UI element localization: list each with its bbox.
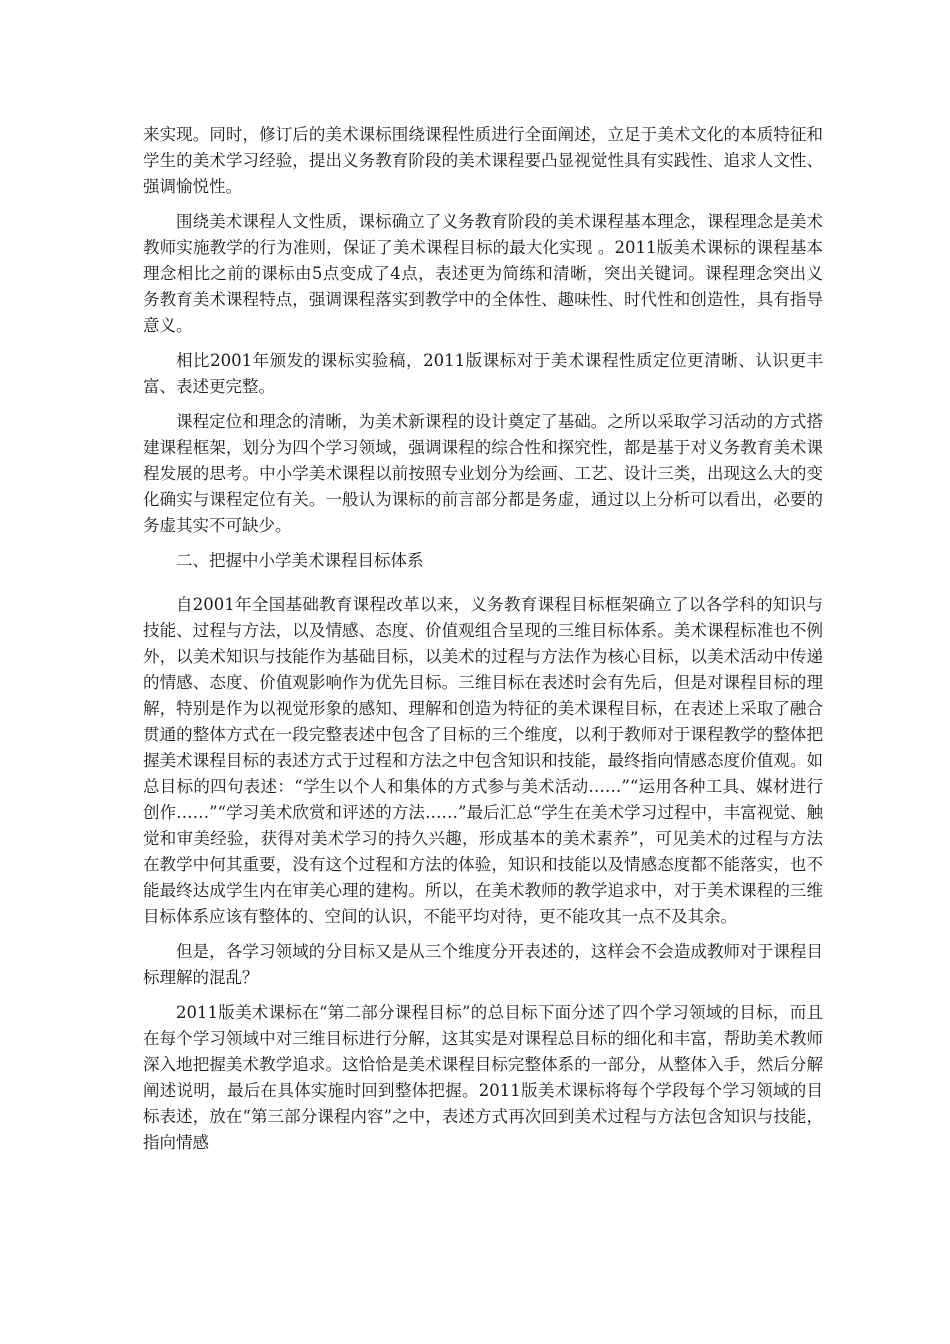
paragraph-2: 围绕美术课程人文性质，课标确立了义务教育阶段的美术课程基本理念，课程理念是美术教师实施教学的行为准则，保证了美术课程目标的最大化实现 。2011版美术课标的课程基本理念相比之前的课标由5点变成了4点，表述更为简练和清晰，突出关键词。课程理念突出义务教育美术课程特点，强调课程落实到教学中的全体性、趣味性、时代性和创造性，具有指导意义。 bbox=[143, 212, 823, 335]
paragraph-3: 相比2001年颁发的课标实验稿，2011版课标对于美术课程性质定位更清晰、认识更丰富、表述更完整。 bbox=[143, 351, 823, 396]
document-body bbox=[143, 122, 823, 1165]
paragraph-6: 但是，各学习领域的分目标又是从三个维度分开表述的，这样会不会造成教师对于课程目标理解的混乱？ bbox=[143, 942, 823, 987]
paragraph-7: 2011版美术课标在“第二部分课程目标”的总目标下面分述了四个学习领域的目标，而且在每个学习领域中对三维目标进行分解，这其实是对课程总目标的细化和丰富，帮助美术教师深入地把握美术教学追求。这恰恰是美术课程目标完整体系的一部分，从整体入手，然后分解阐述说明，最后在具体实施时回到整体把握。2011版美术课标将每个学段每个学习领域的目标表述，放在“第三部分课程内容”之中，表述方式再次回到美术过程与方法包含知识与技能，指向情感 bbox=[143, 1003, 823, 1152]
paragraph-1: 来实现。同时，修订后的美术课标围绕课程性质进行全面阐述，立足于美术文化的本质特征和学生的美术学习经验，提出义务教育阶段的美术课程要凸显视觉性具有实践性、追求人文性、强调愉悦性。 bbox=[143, 125, 823, 196]
paragraph-5: 自2001年全国基础教育课程改革以来，义务教育课程目标框架确立了以各学科的知识与技能、过程与方法，以及情感、态度、价值观组合呈现的三维目标体系。美术课程标准也不例外，以美术知识与技能作为基础目标，以美术的过程与方法作为核心目标，以美术活动中传递的情感、态度、价值观影响作为优先目标。三维目标在表述时会有先后，但是对课程目标的理解，特别是作为以视觉形象的感知、理解和创造为特征的美术课程目标，在表述上采取了融合贯通的整体方式在一段完整表述中包含了目标的三个维度，以利于教师对于课程教学的整体把握美术课程目标的表述方式于过程和方法之中包含知识和技能，最终指向情感态度价值观。如总目标的四句表述：“学生以个人和集体的方式参与美术活动……”“运用各种工具、媒材进行创作……”“学习美术欣赏和评述的方法……”最后汇总“学生在美术学习过程中，丰富视觉、触觉和审美经验，获得对美术学习的持久兴趣，形成基本的美术素养”，可见美术的过程与方法在教学中何其重要，没有这个过程和方法的体验，知识和技能以及情感态度都不能落实，也不能最终达成学生内在审美心理的建构。所以，在美术教师的教学追求中，对于美术课程的三维目标体系应该有整体的、空间的认识，不能平均对待，更不能攻其一点不及其余。 bbox=[143, 595, 823, 926]
section-heading: 二、把握中小学美术课程目标体系 bbox=[176, 551, 424, 570]
paragraph-4: 课程定位和理念的清晰，为美术新课程的设计奠定了基础。之所以采取学习活动的方式搭建课程框架，划分为四个学习领域，强调课程的综合性和探究性，都是基于对义务教育美术课程发展的思考。中小学美术课程以前按照专业划分为绘画、工艺、设计三类，出现这么大的变化确实与课程定位有关。一般认为课标的前言部分都是务虚，通过以上分析可以看出，必要的务虚其实不可缺少。 bbox=[143, 412, 823, 535]
